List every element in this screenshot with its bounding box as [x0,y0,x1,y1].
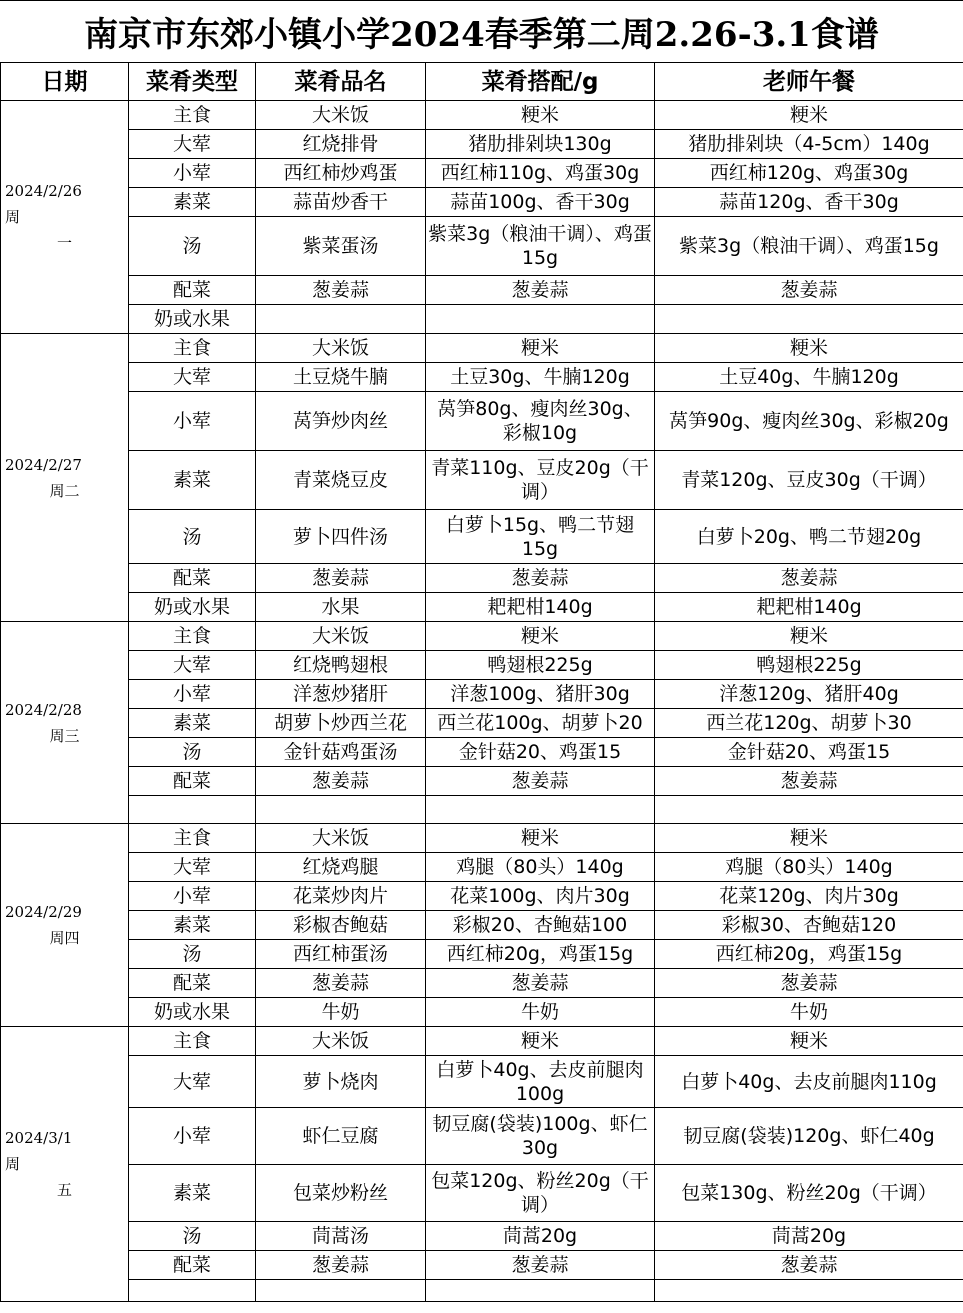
header-teacher-lunch: 老师午餐 [655,63,963,101]
dish-type: 配菜 [129,276,256,305]
weekday-text: 周四 [49,929,80,947]
table-row [1,101,963,130]
dish-type [129,1280,256,1302]
date-cell [1,101,129,334]
dish-name: 牛奶 [256,998,426,1027]
teacher-lunch: 猪肋排剁块（4-5cm）140g [655,130,963,159]
dish-name: 包菜炒粉丝 [256,1165,426,1222]
teacher-lunch: 鸭翅根225g [655,651,963,680]
dish-type: 小荤 [129,680,256,709]
dish-type: 大荤 [129,130,256,159]
ingredients: 葱姜蒜 [426,1251,655,1280]
page-title: 南京市东郊小镇小学2024春季第二周2.26-3.1食谱 [0,0,963,62]
date-cell [1,1027,129,1302]
table-row [1,969,963,998]
header-date: 日期 [1,63,129,101]
dish-name: 水果 [256,593,426,622]
teacher-lunch: 粳米 [655,101,963,130]
teacher-lunch: 莴笋90g、瘦肉丝30g、彩椒20g [655,392,963,451]
dish-name: 洋葱炒猪肝 [256,680,426,709]
dish-type: 汤 [129,510,256,564]
date-text: 2024/2/27 [5,455,82,474]
table-row [1,680,963,709]
table-row [1,767,963,796]
dish-name: 花菜炒肉片 [256,882,426,911]
table-row [1,1222,963,1251]
teacher-lunch [655,1280,963,1302]
teacher-lunch: 粳米 [655,334,963,363]
header-dish-name: 菜肴品名 [256,63,426,101]
ingredients [426,305,655,334]
dish-type: 配菜 [129,969,256,998]
ingredients: 耙耙柑140g [426,593,655,622]
table-row [1,824,963,853]
ingredients [426,1280,655,1302]
dish-type: 素菜 [129,451,256,510]
ingredients: 粳米 [426,824,655,853]
ingredients: 花菜100g、肉片30g [426,882,655,911]
teacher-lunch: 西兰花120g、胡萝卜30 [655,709,963,738]
dish-type: 配菜 [129,564,256,593]
teacher-lunch: 包菜130g、粉丝20g（干调） [655,1165,963,1222]
teacher-lunch: 牛奶 [655,998,963,1027]
table-row [1,1251,963,1280]
teacher-lunch [655,796,963,824]
table-row [1,1108,963,1165]
dish-type: 汤 [129,217,256,276]
teacher-lunch: 耙耙柑140g [655,593,963,622]
ingredients: 鸡腿（80头）140g [426,853,655,882]
teacher-lunch: 西红柿20g，鸡蛋15g [655,940,963,969]
teacher-lunch: 葱姜蒜 [655,1251,963,1280]
table-row [1,796,963,824]
table-row [1,738,963,767]
table-row [1,451,963,510]
dish-type: 大荤 [129,651,256,680]
teacher-lunch: 粳米 [655,622,963,651]
ingredients [426,796,655,824]
date-cell [1,824,129,1027]
table-row [1,998,963,1027]
ingredients: 洋葱100g、猪肝30g [426,680,655,709]
dish-type: 主食 [129,1027,256,1056]
dish-type: 奶或水果 [129,593,256,622]
date-cell [1,334,129,622]
ingredients: 葱姜蒜 [426,969,655,998]
dish-name [256,305,426,334]
table-row [1,334,963,363]
ingredients: 鸭翅根225g [426,651,655,680]
dish-type: 素菜 [129,709,256,738]
dish-name: 蒜苗炒香干 [256,188,426,217]
teacher-lunch [655,305,963,334]
date-text: 2024/2/26 [5,182,82,200]
ingredients: 白萝卜40g、去皮前腿肉100g [426,1056,655,1108]
dish-type: 大荤 [129,853,256,882]
ingredients: 西红柿110g、鸡蛋30g [426,159,655,188]
dish-name: 大米饭 [256,101,426,130]
dish-name: 红烧鸭翅根 [256,651,426,680]
ingredients: 彩椒20、杏鲍菇100 [426,911,655,940]
dish-type: 配菜 [129,1251,256,1280]
teacher-lunch: 白萝卜20g、鸭二节翅20g [655,510,963,564]
ingredients: 葱姜蒜 [426,564,655,593]
weekday-text: 周 [5,1155,21,1173]
dish-name: 红烧排骨 [256,130,426,159]
dish-name: 大米饭 [256,622,426,651]
dish-name: 茼蒿汤 [256,1222,426,1251]
ingredients: 西红柿20g，鸡蛋15g [426,940,655,969]
teacher-lunch: 洋葱120g、猪肝40g [655,680,963,709]
dish-name: 青菜烧豆皮 [256,451,426,510]
dish-name: 葱姜蒜 [256,767,426,796]
ingredients: 白萝卜15g、鸭二节翅15g [426,510,655,564]
ingredients: 紫菜3g（粮油干调）、鸡蛋15g [426,217,655,276]
dish-type: 小荤 [129,392,256,451]
table-row [1,510,963,564]
menu-table [0,62,963,1302]
dish-type: 素菜 [129,188,256,217]
table-row [1,1027,963,1056]
dish-type: 配菜 [129,767,256,796]
ingredients: 莴笋80g、瘦肉丝30g、彩椒10g [426,392,655,451]
ingredients: 蒜苗100g、香干30g [426,188,655,217]
table-row [1,651,963,680]
date-cell [1,622,129,824]
ingredients: 猪肋排剁块130g [426,130,655,159]
teacher-lunch: 青菜120g、豆皮30g（干调） [655,451,963,510]
dish-type: 主食 [129,334,256,363]
dish-name: 葱姜蒜 [256,969,426,998]
dish-type: 奶或水果 [129,998,256,1027]
ingredients: 牛奶 [426,998,655,1027]
teacher-lunch: 彩椒30、杏鲍菇120 [655,911,963,940]
ingredients: 葱姜蒜 [426,767,655,796]
dish-type: 大荤 [129,1056,256,1108]
ingredients: 葱姜蒜 [426,276,655,305]
teacher-lunch: 金针菇20、鸡蛋15 [655,738,963,767]
date-text: 2024/3/1 [5,1129,73,1147]
ingredients: 青菜110g、豆皮20g（干调） [426,451,655,510]
dish-name: 彩椒杏鲍菇 [256,911,426,940]
dish-type: 汤 [129,940,256,969]
table-row [1,940,963,969]
teacher-lunch: 茼蒿20g [655,1222,963,1251]
dish-name: 葱姜蒜 [256,1251,426,1280]
teacher-lunch: 蒜苗120g、香干30g [655,188,963,217]
ingredients: 粳米 [426,622,655,651]
dish-type: 主食 [129,101,256,130]
ingredients: 土豆30g、牛腩120g [426,363,655,392]
dish-type: 小荤 [129,1108,256,1165]
teacher-lunch: 白萝卜40g、去皮前腿肉110g [655,1056,963,1108]
table-row [1,911,963,940]
table-row [1,709,963,738]
teacher-lunch: 韧豆腐(袋装)120g、虾仁40g [655,1108,963,1165]
dish-type: 奶或水果 [129,305,256,334]
teacher-lunch: 西红柿120g、鸡蛋30g [655,159,963,188]
table-row [1,217,963,276]
table-row [1,853,963,882]
dish-name [256,796,426,824]
table-row [1,130,963,159]
dish-name [256,1280,426,1302]
weekday-text: 周二 [49,481,80,500]
dish-name: 萝卜烧肉 [256,1056,426,1108]
dish-name: 虾仁豆腐 [256,1108,426,1165]
table-row [1,305,963,334]
teacher-lunch: 葱姜蒜 [655,564,963,593]
date-text: 2024/2/28 [5,700,82,719]
table-row [1,392,963,451]
table-row [1,622,963,651]
dish-name: 西红柿蛋汤 [256,940,426,969]
dish-type: 素菜 [129,911,256,940]
dish-type: 主食 [129,824,256,853]
teacher-lunch: 葱姜蒜 [655,969,963,998]
dish-name: 土豆烧牛腩 [256,363,426,392]
dish-type [129,796,256,824]
dish-name: 胡萝卜炒西兰花 [256,709,426,738]
table-row [1,188,963,217]
ingredients: 包菜120g、粉丝20g（干调） [426,1165,655,1222]
ingredients: 粳米 [426,334,655,363]
ingredients: 韧豆腐(袋装)100g、虾仁30g [426,1108,655,1165]
table-row [1,159,963,188]
weekday-text: 一 [56,234,72,252]
table-row [1,564,963,593]
dish-name: 金针菇鸡蛋汤 [256,738,426,767]
dish-name: 萝卜四件汤 [256,510,426,564]
teacher-lunch: 紫菜3g（粮油干调）、鸡蛋15g [655,217,963,276]
dish-name: 西红柿炒鸡蛋 [256,159,426,188]
dish-name: 大米饭 [256,1027,426,1056]
ingredients: 西兰花100g、胡萝卜20 [426,709,655,738]
dish-type: 素菜 [129,1165,256,1222]
dish-type: 主食 [129,622,256,651]
teacher-lunch: 土豆40g、牛腩120g [655,363,963,392]
dish-name: 紫菜蛋汤 [256,217,426,276]
dish-type: 小荤 [129,159,256,188]
date-text: 2024/2/29 [5,903,82,921]
teacher-lunch: 粳米 [655,1027,963,1056]
table-row [1,1165,963,1222]
dish-name: 红烧鸡腿 [256,853,426,882]
ingredients: 茼蒿20g [426,1222,655,1251]
table-row [1,593,963,622]
weekday-text: 周 [5,208,21,226]
teacher-lunch: 花菜120g、肉片30g [655,882,963,911]
ingredients: 金针菇20、鸡蛋15 [426,738,655,767]
header-dish-type: 菜肴类型 [129,63,256,101]
table-row [1,1056,963,1108]
dish-name: 葱姜蒜 [256,276,426,305]
weekday-text: 周三 [49,726,80,745]
ingredients: 粳米 [426,101,655,130]
dish-name: 大米饭 [256,824,426,853]
teacher-lunch: 粳米 [655,824,963,853]
dish-name: 莴笋炒肉丝 [256,392,426,451]
dish-type: 汤 [129,1222,256,1251]
teacher-lunch: 葱姜蒜 [655,276,963,305]
ingredients: 粳米 [426,1027,655,1056]
teacher-lunch: 鸡腿（80头）140g [655,853,963,882]
table-row [1,1280,963,1302]
header-ingredients: 菜肴搭配/g [426,63,655,101]
weekday-text: 五 [56,1181,72,1199]
table-row [1,276,963,305]
table-row [1,363,963,392]
dish-name: 葱姜蒜 [256,564,426,593]
header-row [1,63,963,101]
dish-type: 小荤 [129,882,256,911]
dish-type: 汤 [129,738,256,767]
dish-name: 大米饭 [256,334,426,363]
table-row [1,882,963,911]
dish-type: 大荤 [129,363,256,392]
teacher-lunch: 葱姜蒜 [655,767,963,796]
